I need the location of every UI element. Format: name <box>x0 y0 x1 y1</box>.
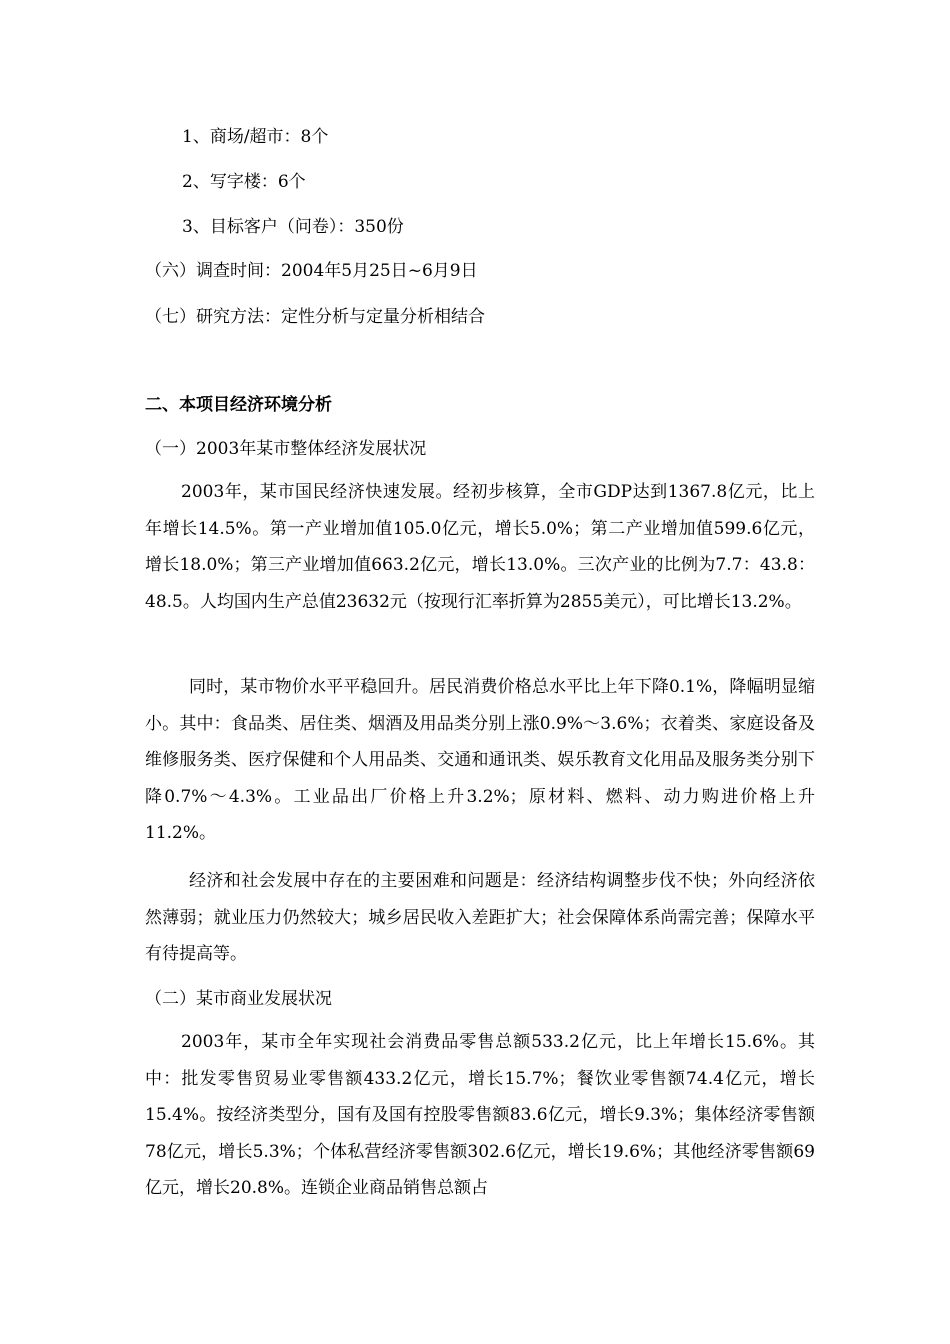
research-method: （七）研究方法：定性分析与定量分析相结合 <box>145 307 485 327</box>
list-item-office-buildings: 2、写字楼：6个 <box>182 172 306 192</box>
subsection-title-commerce: （二）某市商业发展状况 <box>145 989 332 1009</box>
section-heading-economic-analysis: 二、本项目经济环境分析 <box>145 395 332 415</box>
paragraph-retail-sales: 2003年，某市全年实现社会消费品零售总额533.2亿元，比上年增长15.6%。其中：批发零售贸易业零售额433.2亿元，增长15.7%；餐饮业零售额74.4亿元，增长15.4%。按经济类型分，国有及国有控股零售额83.6亿元，增长9.3%；集体经济零售额78亿元，增长5.3%；个体私营经济零售额302.6亿元，增长19.6%；其他经济零售额69亿元，增长20.8%。连锁企业商品销售总额占 <box>145 1032 815 1199</box>
paragraph-problems: 经济和社会发展中存在的主要困难和问题是：经济结构调整步伐不快；外向经济依然薄弱；就业压力仍然较大；城乡居民收入差距扩大；社会保障体系尚需完善；保障水平有待提高等。 <box>145 871 815 965</box>
survey-time: （六）调查时间：2004年5月25日~6月9日 <box>145 261 478 281</box>
paragraph-prices: 同时，某市物价水平平稳回升。居民消费价格总水平比上年下降0.1%，降幅明显缩小。其中：食品类、居住类、烟酒及用品类分别上涨0.9%～3.6%；衣着类、家庭设备及维修服务类、医疗保健和个人用品类、交通和通讯类、娱乐教育文化用品及服务类分别下降0.7%～4.3%。工业品出厂价格上升3.2%；原材料、燃料、动力购进价格上升11.2%。 <box>145 677 815 844</box>
list-item-malls: 1、商场/超市：8个 <box>182 127 329 147</box>
paragraph-gdp: 2003年，某市国民经济快速发展。经初步核算，全市GDP达到1367.8亿元，比上年增长14.5%。第一产业增加值105.0亿元，增长5.0%；第二产业增加值599.6亿元，增长18.0%；第三产业增加值663.2亿元，增长13.0%。三次产业的比例为7.7：43.8：48.5。人均国内生产总值23632元（按现行汇率折算为2855美元），可比增长13.2%。 <box>145 482 815 612</box>
list-item-target-customers: 3、目标客户（问卷）：350份 <box>182 217 404 237</box>
subsection-title-overall-economy: （一）2003年某市整体经济发展状况 <box>145 439 427 459</box>
